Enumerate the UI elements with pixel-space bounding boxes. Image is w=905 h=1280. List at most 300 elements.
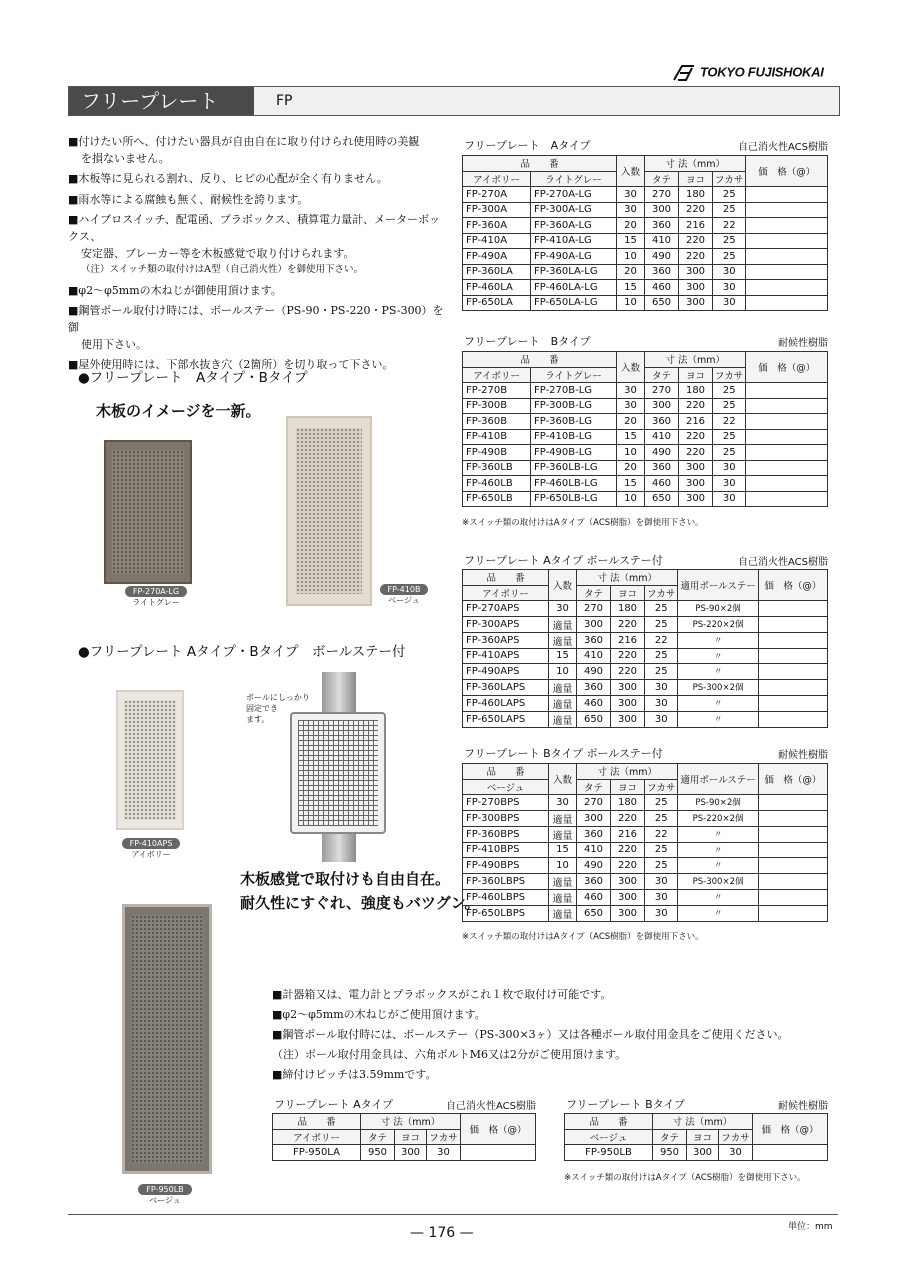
table-row	[463, 491, 828, 507]
cell: 適量	[549, 679, 577, 695]
callout-line: 固定でき	[246, 704, 278, 713]
table-row	[463, 905, 828, 921]
price-cell	[758, 795, 827, 811]
cell: PS-90×2個	[678, 601, 758, 617]
cell: 10	[617, 249, 645, 265]
product-color: アイボリー	[131, 850, 171, 859]
header-fukasa: フカサ	[645, 779, 678, 795]
cell: 25	[713, 445, 746, 461]
cell: FP-360LA-LG	[531, 264, 617, 280]
price-cell	[746, 476, 828, 492]
price-cell	[746, 264, 828, 280]
cell: 220	[679, 445, 713, 461]
header-sunpo: 寸 法（mm）	[577, 570, 678, 586]
cell: 30	[719, 1145, 753, 1161]
price-cell	[758, 695, 827, 711]
cell: 適量	[549, 905, 577, 921]
price-cell	[758, 616, 827, 632]
cell: 180	[679, 383, 713, 399]
cell: PS-220×2個	[678, 810, 758, 826]
cell: 〃	[678, 648, 758, 664]
cell: 650	[645, 295, 679, 311]
cell: 460	[577, 695, 611, 711]
table-note: ※スイッチ類の取付けはAタイプ（ACS樹脂）を御使用下さい。	[462, 932, 704, 942]
cell: 300	[679, 460, 713, 476]
brand-name: TOKYO FUJISHOKAI	[700, 64, 824, 80]
table-row	[463, 476, 828, 492]
cell: 950	[653, 1145, 687, 1161]
header-sunpo: 寸 法（mm）	[645, 156, 746, 172]
cell: FP-650LAPS	[463, 711, 549, 727]
product-code-pill: FP-950LB	[138, 1184, 191, 1195]
cell: 300	[679, 280, 713, 296]
callout-line: ボールにしっかり	[246, 693, 310, 702]
cell: 650	[577, 905, 611, 921]
cell: 〃	[678, 664, 758, 680]
cell: 220	[679, 398, 713, 414]
cell: 270	[645, 187, 679, 203]
cell: FP-270A	[463, 187, 531, 203]
price-cell	[758, 601, 827, 617]
price-cell	[746, 414, 828, 430]
cell: 20	[617, 460, 645, 476]
table-title: フリープレート Aタイプ ボールステー付	[464, 554, 663, 567]
product-color: ベージュ	[149, 1196, 181, 1205]
cell: FP-460LB-LG	[531, 476, 617, 492]
cell: FP-270A-LG	[531, 187, 617, 203]
cell: FP-300B-LG	[531, 398, 617, 414]
cell: FP-410A-LG	[531, 233, 617, 249]
table-title: フリープレート Aタイプ	[464, 139, 591, 152]
cell: 30	[713, 264, 746, 280]
cell: 30	[713, 295, 746, 311]
cell: 22	[645, 826, 678, 842]
product-label	[120, 1184, 210, 1206]
cell: 22	[713, 218, 746, 234]
table-material: 耐候性樹脂	[778, 750, 828, 761]
cell: 490	[645, 445, 679, 461]
cell: 300	[611, 679, 645, 695]
cell: 〃	[678, 842, 758, 858]
page-number: — 176 —	[410, 1225, 474, 1241]
table-row	[463, 648, 828, 664]
cell: FP-490BPS	[463, 858, 549, 874]
cell: 20	[617, 218, 645, 234]
cell: 216	[611, 632, 645, 648]
price-cell	[758, 858, 827, 874]
product-color: ライトグレー	[132, 598, 180, 607]
cell: PS-300×2個	[678, 679, 758, 695]
feature-item: ■計器箱又は、電力計とプラボックスがこれ１枚で取付け可能です。	[272, 988, 612, 1001]
cell: FP-360LBPS	[463, 873, 549, 889]
pole-stay-photo	[290, 712, 386, 834]
cell: 25	[645, 648, 678, 664]
cell: 216	[679, 414, 713, 430]
table-note: ※スイッチ類の取付けはAタイプ（ACS樹脂）を御使用下さい。	[564, 1173, 806, 1183]
cell: 410	[645, 429, 679, 445]
header-sunpo: 寸 法（mm）	[645, 352, 746, 368]
product-photo-fp950lb	[122, 904, 212, 1174]
cell: 30	[617, 187, 645, 203]
product-photo-fp270a-lg	[104, 440, 192, 584]
cell: 300	[645, 398, 679, 414]
cell: 25	[645, 601, 678, 617]
cell: FP-360A-LG	[531, 218, 617, 234]
cell: FP-410BPS	[463, 842, 549, 858]
price-cell	[758, 632, 827, 648]
table-row	[463, 383, 828, 399]
catchphrase-2: 耐久性にすぐれ、強度もバツグン。	[240, 894, 480, 912]
cell: 10	[617, 491, 645, 507]
cell: 220	[679, 202, 713, 218]
cell: FP-360APS	[463, 632, 549, 648]
cell: FP-650LB	[463, 491, 531, 507]
cell: FP-950LB	[565, 1145, 653, 1161]
cell: 360	[645, 264, 679, 280]
header-yoko: ヨコ	[679, 367, 713, 383]
header-color1: アイボリー	[463, 585, 549, 601]
table-title: フリープレート Bタイプ ボールステー付	[464, 747, 663, 760]
header-color1: アイボリー	[273, 1129, 361, 1145]
cell: 25	[713, 202, 746, 218]
table-row	[463, 711, 828, 727]
price-cell	[746, 383, 828, 399]
cell: FP-360LA	[463, 264, 531, 280]
header-yoko: ヨコ	[679, 171, 713, 187]
header-sunpo: 寸 法（mm）	[577, 764, 678, 780]
table-material: 耐候性樹脂	[778, 338, 828, 349]
cell: 〃	[678, 826, 758, 842]
cell: FP-490B	[463, 445, 531, 461]
cell: 25	[645, 795, 678, 811]
price-cell	[746, 491, 828, 507]
header-tate: タテ	[577, 585, 611, 601]
header-tate: タテ	[653, 1129, 687, 1145]
feature-item: ■屋外使用時には、下部水抜き穴（2箇所）を切り取って下さい。	[68, 358, 394, 372]
cell: 220	[611, 810, 645, 826]
table-row	[463, 858, 828, 874]
cell: 490	[645, 249, 679, 265]
cell: 220	[611, 842, 645, 858]
feature-item: ■ハイブロスイッチ、配電函、プラボックス、積算電力量計、メーターボックス、	[68, 213, 441, 243]
cell: FP-410A	[463, 233, 531, 249]
cell: FP-650LA-LG	[531, 295, 617, 311]
page-header	[68, 86, 840, 116]
page-title: フリープレート	[69, 87, 256, 115]
fp950-feature-list	[272, 985, 832, 1085]
cell: 30	[645, 679, 678, 695]
cell: 30	[549, 601, 577, 617]
cell: 15	[549, 648, 577, 664]
price-cell	[758, 905, 827, 921]
cell: 220	[611, 664, 645, 680]
cell: 650	[577, 711, 611, 727]
cell: FP-360A	[463, 218, 531, 234]
catchphrase-1: 木板感覚で取付けも自由自在。	[240, 870, 451, 888]
callout-line: ます。	[246, 715, 270, 724]
header-hinban: 品 番	[463, 352, 617, 368]
cell: 360	[645, 460, 679, 476]
header-color2: ライトグレー	[531, 171, 617, 187]
cell: 〃	[678, 858, 758, 874]
cell: 300	[679, 295, 713, 311]
price-cell	[746, 398, 828, 414]
cell: FP-410APS	[463, 648, 549, 664]
cell: PS-220×2個	[678, 616, 758, 632]
cell: FP-300A	[463, 202, 531, 218]
cell: FP-360LB	[463, 460, 531, 476]
header-color1: アイボリー	[463, 171, 531, 187]
section-title: ●フリープレート Aタイプ・Bタイプ ボールステー付	[78, 644, 406, 660]
product-code-pill: FP-410B	[380, 584, 429, 595]
header-hinban: 品 番	[565, 1114, 653, 1130]
cell: 30	[713, 460, 746, 476]
cell: 270	[577, 795, 611, 811]
cell: 30	[427, 1145, 461, 1161]
header-hinban: 品 番	[463, 764, 549, 780]
header-kakaku: 価 格（@）	[758, 570, 827, 601]
cell: 300	[611, 695, 645, 711]
cell: 15	[549, 842, 577, 858]
cell: 〃	[678, 889, 758, 905]
cell: FP-360LAPS	[463, 679, 549, 695]
cell: 220	[611, 648, 645, 664]
footer-divider	[68, 1214, 838, 1215]
spec-table-bps	[462, 763, 828, 922]
cell: FP-270BPS	[463, 795, 549, 811]
section-title: ●フリープレート Aタイプ・Bタイプ	[78, 370, 308, 386]
header-iri: 入数	[549, 764, 577, 795]
cell: 220	[611, 858, 645, 874]
cell: 300	[577, 616, 611, 632]
cell: 300	[687, 1145, 719, 1161]
cell: 10	[549, 664, 577, 680]
price-cell	[746, 249, 828, 265]
cell: FP-650LA	[463, 295, 531, 311]
table-row	[463, 187, 828, 203]
header-band	[254, 87, 839, 115]
feature-item: ■鋼管ポール取付け時には、ボールステー（PS-90・PS-220・PS-300）を御	[68, 304, 444, 334]
price-cell	[746, 460, 828, 476]
cell: FP-300APS	[463, 616, 549, 632]
cell: 360	[645, 414, 679, 430]
table-row	[273, 1145, 536, 1161]
fujishokai-logo-icon	[672, 64, 696, 82]
cell: 30	[713, 476, 746, 492]
header-fukasa: フカサ	[713, 367, 746, 383]
cell: 適量	[549, 810, 577, 826]
price-cell	[758, 679, 827, 695]
header-iri: 入数	[617, 156, 645, 187]
product-code-pill: FP-270A-LG	[125, 586, 187, 597]
spec-table-a	[462, 155, 828, 311]
price-cell	[753, 1145, 828, 1161]
spec-table-b	[462, 351, 828, 507]
cell: 適量	[549, 632, 577, 648]
table-row	[463, 233, 828, 249]
table-row	[463, 218, 828, 234]
table-title: フリープレート Bタイプ	[566, 1098, 686, 1111]
header-yoko: ヨコ	[611, 779, 645, 795]
cell: FP-300BPS	[463, 810, 549, 826]
cell: 220	[611, 616, 645, 632]
header-kakaku: 価 格（@）	[746, 156, 828, 187]
table-row	[463, 889, 828, 905]
table-row	[463, 795, 828, 811]
cell: 22	[645, 632, 678, 648]
cell: 30	[617, 202, 645, 218]
cell: 15	[617, 280, 645, 296]
header-color1: ベージュ	[565, 1129, 653, 1145]
table-row	[463, 429, 828, 445]
table-row	[463, 460, 828, 476]
table-row	[463, 414, 828, 430]
cell: FP-950LA	[273, 1145, 361, 1161]
cell: 410	[645, 233, 679, 249]
table-row	[463, 695, 828, 711]
product-label	[374, 584, 434, 606]
cell: 460	[645, 476, 679, 492]
cell: FP-360BPS	[463, 826, 549, 842]
cell: 300	[679, 264, 713, 280]
table-title: フリープレート Bタイプ	[464, 335, 591, 348]
cell: 適量	[549, 695, 577, 711]
cell: 180	[611, 795, 645, 811]
feature-item: を損ないません。	[81, 151, 170, 165]
product-photo-fp410aps	[116, 690, 184, 830]
table-title: フリープレート Aタイプ	[274, 1098, 394, 1111]
cell: 650	[645, 491, 679, 507]
cell: 300	[611, 889, 645, 905]
cell: 360	[577, 632, 611, 648]
table-note: ※スイッチ類の取付けはAタイプ（ACS樹脂）を御使用下さい。	[462, 518, 704, 528]
cell: FP-650LB-LG	[531, 491, 617, 507]
cell: 30	[617, 398, 645, 414]
feature-item: ■φ2～φ5mmの木ねじが御使用頂けます。	[68, 283, 282, 297]
cell: 460	[577, 889, 611, 905]
cell: 220	[679, 429, 713, 445]
cell: 300	[611, 873, 645, 889]
cell: FP-270APS	[463, 601, 549, 617]
header-tate: タテ	[645, 367, 679, 383]
cell: 410	[577, 842, 611, 858]
feature-note: （注）スイッチ類の取付けはA型（自己消火性）を御使用下さい。	[81, 264, 363, 276]
header-hinban: 品 番	[463, 570, 549, 586]
header-stay: 適用ボールステー	[678, 764, 758, 795]
cell: 30	[645, 905, 678, 921]
cell: FP-360B-LG	[531, 414, 617, 430]
feature-item: 使用下さい。	[81, 337, 147, 351]
header-yoko: ヨコ	[395, 1129, 427, 1145]
cell: PS-300×2個	[678, 873, 758, 889]
header-kakaku: 価 格（@）	[753, 1114, 828, 1145]
cell: FP-490APS	[463, 664, 549, 680]
feature-item: ■雨水等による腐蝕も無く、耐候性を誇ります。	[68, 192, 309, 206]
cell: 25	[713, 398, 746, 414]
table-row	[463, 280, 828, 296]
price-cell	[746, 295, 828, 311]
price-cell	[746, 187, 828, 203]
product-code: FP	[276, 93, 293, 109]
cell: 適量	[549, 889, 577, 905]
header-fukasa: フカサ	[713, 171, 746, 187]
feature-list	[68, 134, 446, 378]
table-row	[463, 810, 828, 826]
cell: PS-90×2個	[678, 795, 758, 811]
price-cell	[758, 711, 827, 727]
cell: 20	[617, 414, 645, 430]
header-tate: タテ	[645, 171, 679, 187]
price-cell	[758, 842, 827, 858]
brand-logo	[672, 64, 824, 82]
cell: 300	[645, 202, 679, 218]
feature-item: ■付けたい所へ、付けたい器具が自由自在に取り付けられ使用時の美観	[68, 135, 420, 148]
table-row	[463, 264, 828, 280]
cell: FP-270B	[463, 383, 531, 399]
price-cell	[746, 280, 828, 296]
cell: 適量	[549, 616, 577, 632]
cell: 300	[679, 491, 713, 507]
header-stay: 適用ボールステー	[678, 570, 758, 601]
cell: 30	[713, 280, 746, 296]
table-row	[463, 398, 828, 414]
feature-item: ■木板等に見られる割れ、反り、ヒビの心配が全く有りません。	[68, 172, 388, 186]
cell: 30	[645, 695, 678, 711]
cell: FP-410B-LG	[531, 429, 617, 445]
cell: FP-460LA-LG	[531, 280, 617, 296]
cell: 25	[713, 249, 746, 265]
cell: FP-300A-LG	[531, 202, 617, 218]
cell: FP-360B	[463, 414, 531, 430]
cell: 適量	[549, 711, 577, 727]
price-cell	[746, 429, 828, 445]
cell: 10	[549, 858, 577, 874]
cell: 30	[645, 873, 678, 889]
cell: 300	[577, 810, 611, 826]
cell: 30	[617, 383, 645, 399]
price-cell	[758, 810, 827, 826]
cell: 360	[577, 873, 611, 889]
table-row	[463, 616, 828, 632]
price-cell	[758, 889, 827, 905]
cell: 30	[713, 491, 746, 507]
feature-item: ■締付けピッチは3.59mmです。	[272, 1068, 437, 1081]
cell: FP-300B	[463, 398, 531, 414]
price-cell	[758, 826, 827, 842]
header-iri: 入数	[617, 352, 645, 383]
table-row	[463, 679, 828, 695]
header-sunpo: 寸 法（mm）	[361, 1114, 461, 1130]
cell: 15	[617, 476, 645, 492]
price-cell	[746, 202, 828, 218]
cell: 270	[577, 601, 611, 617]
header-yoko: ヨコ	[687, 1129, 719, 1145]
cell: 360	[645, 218, 679, 234]
price-cell	[461, 1145, 536, 1161]
cell: 25	[713, 383, 746, 399]
table-row	[463, 601, 828, 617]
cell: 216	[611, 826, 645, 842]
cell: 216	[679, 218, 713, 234]
header-color1: アイボリー	[463, 367, 531, 383]
cell: 220	[679, 233, 713, 249]
cell: FP-460LA	[463, 280, 531, 296]
cell: 300	[611, 711, 645, 727]
spec-table-950a	[272, 1113, 536, 1161]
cell: FP-490A	[463, 249, 531, 265]
cell: 460	[645, 280, 679, 296]
cell: 〃	[678, 632, 758, 648]
